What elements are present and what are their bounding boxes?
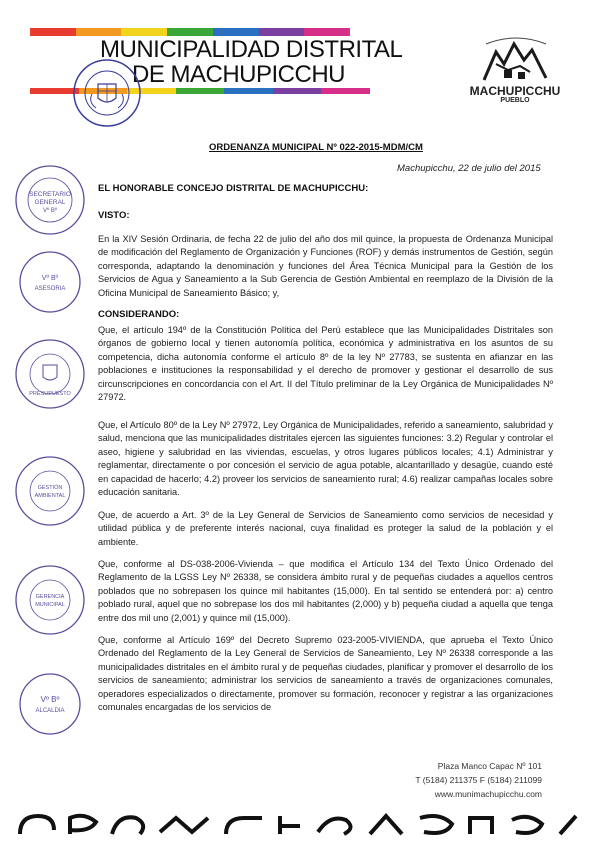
- svg-text:Vº Bº: Vº Bº: [41, 275, 59, 282]
- national-seal: [72, 58, 142, 128]
- svg-text:SECRETARIO: SECRETARIO: [29, 191, 71, 198]
- considerando-heading: CONSIDERANDO:: [98, 309, 180, 320]
- visto-paragraph: En la XIV Sesión Ordinaria, de fecha 22 de julio del año dos mil quince, la propuesta de Ordenanza Municipal de modificación del Reglamento de Organización y Funciones (ROF) y demás instrumentos de Gestión, según corresponda, adaptando la denominación y funciones del Área Técnica Municipal para la Gestión de los Servicios de Agua y Saneamiento a la Sub Gerencia de Gestión Ambiental en reemplazo de la División de la Oficina Municipal de Saneamiento Básico; y,: [98, 234, 553, 298]
- municipality-title-line1: MUNICIPALIDAD DISTRITAL: [100, 36, 403, 63]
- logo-name: MACHUPICCHU: [469, 84, 561, 98]
- footer-website[interactable]: www.munimachupicchu.com: [434, 789, 542, 799]
- considerando-paragraph-5: Que, conforme al Artículo 169º del Decreto Supremo 023-2005-VIVIENDA, que aprueba el Texto Único Ordenado del Reglamento de la Ley General de Servicios de Saneamiento, Ley Nº 26338 corresponde a las municipalidades distritales en el ámbito rural y de pequeñas ciudades, planificar y promover el desarrollo de los servicios de saneamiento; administrar los servicios de saneamiento a través de organizaciones comunales, operadores especializados o directamente, promover su formación, reconocer y registrar a las organizaciones comunales encargadas de los servicios de: [98, 635, 553, 713]
- machupicchu-logo-icon: [466, 30, 566, 120]
- band-segment: [30, 28, 76, 36]
- footer-phone: T (5184) 211375 F (5184) 211099: [415, 775, 542, 785]
- secretary-stamp: [10, 160, 92, 240]
- header-color-band: [30, 28, 350, 36]
- svg-text:Vº Bº: Vº Bº: [40, 695, 60, 704]
- budget-stamp: [10, 335, 92, 413]
- svg-text:GENERAL: GENERAL: [34, 199, 66, 206]
- svg-text:GESTIÓN: GESTIÓN: [37, 485, 63, 491]
- municipality-title-line2: DE MACHUPICCHU: [132, 61, 346, 88]
- considerando-paragraph-3: Que, de acuerdo a Art. 3º de la Ley General de Servicios de Saneamiento como servicios de necesidad y utilidad pública y de preferente interés nacional, cuya finalidad es proteger la salud de la población y el ambiente.: [98, 510, 553, 547]
- environmental-stamp: [10, 452, 92, 530]
- band-segment: [76, 28, 122, 36]
- band-segment: [304, 28, 350, 36]
- considerando-paragraph-2: Que, el Artículo 80º de la Ley Nº 27972, Ley Orgánica de Municipalidades, referido a saneamiento, salubridad y salud, menciona que las municipalidades distritales ejercen las siguientes funciones: 3.2) Regular y controlar el aseo, higiene y salubridad en las viviendas, escuelas, y otros lugares públicos locales; 4.1) Administrar y reglamentar, directamente o por concesión el servicio de agua potable, alcantarillado y desagüe, cuando esté en capacidad de hacerlo; 4.2) proveer los servicios de saneamiento rural; 4.6) realizar campañas locales sobre educación sanitaria.: [98, 420, 553, 498]
- svg-text:MUNICIPAL: MUNICIPAL: [35, 602, 65, 608]
- band-segment: [167, 28, 213, 36]
- logo-subtitle: PUEBLO: [500, 97, 530, 104]
- ordinance-title: ORDENANZA MUNICIPAL Nº 022-2015-MDM/CM: [209, 142, 423, 153]
- mayor-stamp: [10, 668, 92, 740]
- addressee: EL HONORABLE CONCEJO DISTRITAL DE MACHUPICCHU:: [98, 183, 369, 194]
- svg-text:AMBIENTAL: AMBIENTAL: [34, 493, 66, 499]
- footer-address: Plaza Manco Capac Nº 101: [437, 761, 542, 771]
- band-segment: [213, 28, 259, 36]
- band-segment: [121, 28, 167, 36]
- svg-text:GERENCIA: GERENCIA: [35, 594, 65, 600]
- date-line: Machupicchu, 22 de julio del 2015: [397, 163, 541, 174]
- considerando-paragraph-4: Que, conforme al DS-038-2006-Vivienda – que modifica el Artículo 134 del Texto Único Ordenado del Reglamento de la LGSS Ley Nº 26338, se considera ámbito rural y de pequeñas ciudades a aquellos centros poblados que no sobrepasen los quince mil habitantes (15,000). En tal sentido se entenderá por: a) centro poblado rural, aquel que no sobrepase los dos mil habitantes (2,000) y b) pequeña ciudad a aquella que tenga entre dos mil uno (2,001) y quince mil (15,000).: [98, 559, 553, 623]
- municipal-management-stamp: [10, 560, 92, 640]
- svg-text:ALCALDIA: ALCALDIA: [35, 708, 65, 714]
- considerando-paragraph-1: Que, el artículo 194º de la Constitución Política del Perú establece que las Municipalidades Distritales son órganos de gobierno local y tienen autonomía política, económica y administrativa en los asuntos de su competencia, dicha autonomía conforme el artículo 8º de la ley Nº 27783, se sustenta en afianzar en las poblaciones e instituciones la responsabilidad y el derecho de promover y gestionar el desarrollo de sus circunscripciones en concordancia con el Art. II del Título preliminar de la Ley Orgánica de Municipalidades Nº 27972.: [98, 325, 553, 403]
- svg-text:PRESUPUESTO: PRESUPUESTO: [29, 391, 71, 397]
- svg-text:Vº Bº: Vº Bº: [42, 208, 58, 214]
- band-segment: [259, 28, 305, 36]
- svg-text:ASESORIA: ASESORIA: [34, 286, 66, 292]
- visto-heading: VISTO:: [98, 210, 130, 221]
- legal-advisory-stamp: [10, 246, 92, 318]
- decorative-pattern-strip: [0, 808, 595, 841]
